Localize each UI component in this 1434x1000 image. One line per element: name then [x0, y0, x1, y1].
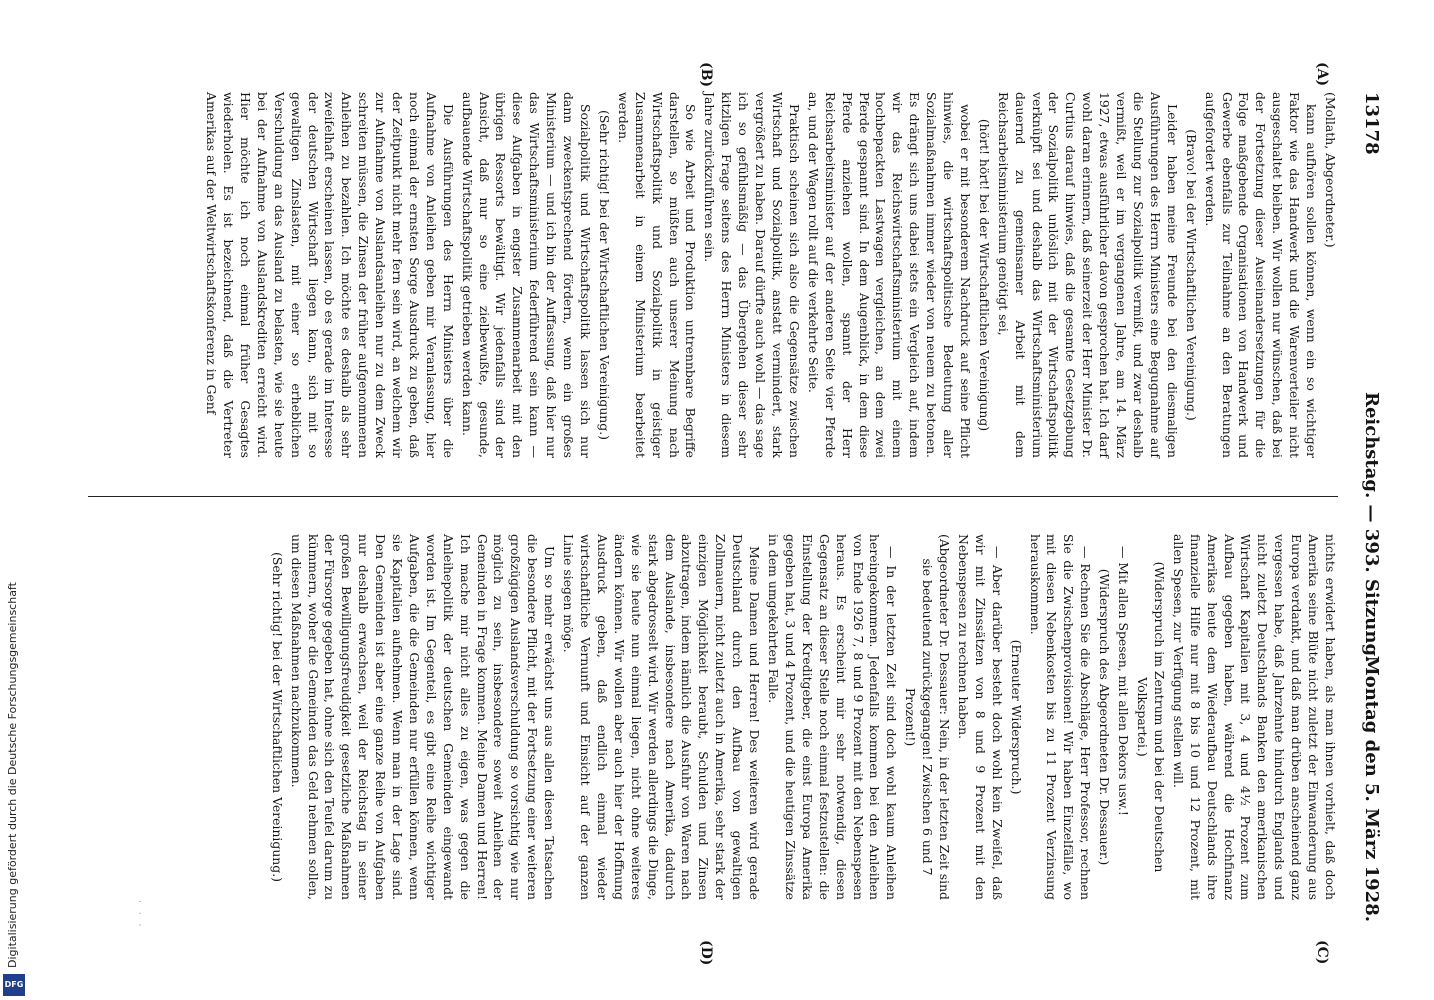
margin-mark-c: (C) [1314, 940, 1330, 965]
paragraph: Meine Damen und Herren! Des weiteren wird gerade Deutschland durch den Aufbau von gewaltigen Zollmauern, nicht zuletzt auch in Amerika, sehr stark der einzigen Möglichkeit beraubt, Schulden und Zinsen abzutragen, indem nämlich die Ausfuhr von Waren nach dem Auslande, insbesondere nach Amerika, dadurch stark abgedrosselt wird. Wir werden allerdings die Dinge, wie sie heute nun einmal liegen, nicht ohne weiteres ändern können. Wir wollen aber auch hier der Hoffnung Ausdruck geben, daß endlich einmal wieder wirtschaftliche Vernunft und Einsicht auf der ganzen Linie siegen möge. [561, 534, 763, 900]
margin-mark-d: (D) [698, 940, 714, 966]
paragraph: — Mit allen Spesen, mit allen Dekors usw.! [1116, 546, 1132, 816]
interjection: (Sehr richtig! bei der Wirtschaftlichen Vereinigung.) [269, 552, 285, 882]
interjection: (Abgeordneter Dr. Dessauer: Nein, in der letzten Zeit sind sie bedeutend zurückgegangen! Zwischen 6 und 7 Prozent!) [903, 534, 953, 900]
page-header [1358, 92, 1382, 922]
paragraph: Leider haben meine Freunde bei den diesmaligen Ausführungen des Herrn Ministers eine Begugnahme auf die Stellung zur Sozialpolitik vermißt, und zwar deshalb vermißt, weil er im vergangenen Jahre, am 14. März 1927, etwas ausführlicher davon gesprochen hat. Ich darf wohl daran erinnern, daß seinerzeit der Herr Minister Dr. Curtius darauf hinwies, daß die gesamte Gesetzgebung der Sozialpolitik unlöslich mit der Wirtschaftspolitik verknüpft sei und deshalb das Wirtschaftsministerium dauernd zu gemeinsamer Arbeit mit dem Reichsarbeitsministerium genötigt sei, [995, 92, 1180, 458]
interjection: (Bravo! bei der Wirtschaftlichen Vereinigung.) [1183, 129, 1199, 421]
paragraph: wobei er mit besonderem Nachdruck auf seine Pflicht hinwies, die wirtschaftspolitische Bedeutung aller Sozialmaßnahmen immer wieder von neuem zu betonen. Es drängt sich uns dabei stets ein Vergleich auf, indem wir das Reichswirtschaftsministerium mit einem hochbepackten Lastwagen vergleichen, an dem zwei Pferde gespannt sind. In dem Augenblick, in dem diese Pferde anziehen wollen, spannt der Herr Reichsarbeitsminister auf der anderen Seite vier Pferde an, und der Wagen rollt auf die verkehrte Seite. [805, 92, 973, 458]
paragraph: So wie Arbeit und Produktion untrennbare Begriffe darstellen, so müßten auch unserer Meinung nach Wirtschaftspolitik und Sozialpolitik in geistiger Zusammenarbeit in einem Ministerium bearbeitet werden. [615, 92, 699, 458]
credit-text: Digitalisierung gefördert durch die Deutsche Forschungsgemeinschaft [6, 582, 19, 968]
paragraph: Sozialpolitik und Wirtschaftspolitik lassen sich nur dann zweckentsprechend fördern, wenn ein großes Ministerium — und ich bin der Auffassung, daß hier nur das Wirtschaftsministerium federführend sein kann — diese Aufgaben in engster Zusammenarbeit mit den übrigen Ressorts bewältigt. Wir jedenfalls sind der Ansicht, daß nur so eine zielbewußte, gesunde, aufbauende Wirtschaftspolitik getrieben werden kann. [459, 92, 594, 458]
interjection: (Erneuter Widerspruch.) [1008, 639, 1024, 795]
right-column [266, 534, 1338, 900]
paragraph: Praktisch scheinen sich also die Gegensätze zwischen Wirtschaft und Sozialpolitik, anstatt vermindert, stark vergrößert zu haben. Darauf dürfte auch wohl — das sage ich so gefühlsmäßig — das Übergehen dieser sehr kitzligen Frage seitens des Herrn Ministers in diesem Jahre zurückzuführen sein. [702, 92, 802, 458]
page-number: 13178 [1361, 92, 1382, 155]
paragraph: — In der letzten Zeit sind doch wohl kaum Anleihen hereingekommen. Jedenfalls kommen bei den Anleihen von Ende 1926 7, 8 und 9 Prozent mit den Nebenspesen heraus. Es erscheint mir sehr notwendig, diesen Gegensatz an dieser Stelle noch einmal festzustellen: die Einstellung der Kreditgeber, die einst Europa Amerika gegeben hat, 3 und 4 Prozent, und die heutigen Zinssätze in dem umgekehrten Falle. [766, 534, 900, 900]
paragraph: Die Ausführungen des Herrn Ministers über die Aufnahme von Anleihen geben mir Veranlassung, hier noch einmal der ernsten Sorge Ausdruck zu geben, daß der Zeitpunkt nicht mehr fern sein wird, an welchem wir zur Aufnahme von Auslandsanleihen nur zu dem Zweck schreiten müssen, die Zinsen der früher aufgenommenen Anleihen zu bezahlen. Ich möchte es deshalb als sehr zweifelhaft erscheinen lassen, ob es gerade im Interesse der deutschen Wirtschaft liegen kann, sich mit so gewaltigen Zinslasten, mit einer so erheblichen Verschuldung an das Ausland zu belasten, wie sie heute bei der Aufnahme von Auslandskrediten erreicht wird. Hier möchte ich noch einmal früher Gesagtes wiederholen. Es ist bezeichnend, daß die Vertreter Amerikas auf der Weltwirtschaftskonferenz in Genf [204, 92, 456, 458]
session-title: Reichstag. — 393. Sitzung. [1361, 392, 1382, 663]
speaker-line: (Mollath, Abgeordneter.) [1323, 92, 1338, 248]
paragraph: kann aufhören sollen können, wenn ein so wichtiger Faktor wie das Handwerk und die Warenverteiler nicht ausgeschaltet bleiben. Wir wollen nur wünschen, daß bei der Fortsetzung dieser Auseinandersetzungen für die Folge maßgebende Organisationen von Handwerk und Gewerbe ebenfalls zur Teilnahme an den Beratungen aufgefordert werden. [1202, 92, 1320, 458]
interjection: (Sehr richtig! bei der Wirtschaftlichen Vereinigung.) [596, 110, 612, 440]
left-column [200, 92, 1338, 458]
paragraph: nichts erwidert haben, als man ihnen vorhielt, daß doch Amerika seine Blüte nicht zuletzt der Einwanderung aus Europa verdankt, und daß man drüben anscheinend ganz vergessen habe, daß Jahrzehnte hindurch Englands und nicht zuletzt Deutschlands Banken den amerikanischen Wirtschaft Kapitalien mit 3, 4 und 4½ Prozent zum Aufbau gegeben haben, während die Hochfinanz Amerikas heute dem Wiederaufbau Deutschlands ihre finanzielle Hilfe nur mit 8 bis 10 und 12 Prozent, mit allen Spesen, zur Verfügung stellen will. [1170, 534, 1338, 900]
interjection: (Widerspruch im Zentrum und bei der Deutschen Volkspartei.) [1135, 561, 1167, 873]
margin-mark-a: (A) [1314, 62, 1330, 87]
scan-specks: · · · [134, 900, 144, 930]
column-divider [88, 496, 1338, 497]
interjection: (Widerspruch des Abgeordneten Dr. Dessauer.) [1097, 568, 1113, 866]
digitization-credit [0, 8, 28, 992]
paragraph: — Aber darüber besteht doch wohl kein Zweifel, daß wir mit Zinssätzen von 8 und 9 Prozent mit den Nebenspesen zu rechnen haben. [955, 534, 1005, 900]
paragraph: — Rechnen Sie die Abschläge, Herr Professor, rechnen Sie die Zwischenprovisionen! Wir haben Einzelfälle, wo mit diesen Nebenkosten bis zu 11 Prozent Verzinsung herauskommen. [1027, 534, 1094, 900]
dfg-logo-icon: DFG [3, 974, 25, 996]
session-date: Montag den 5. März 1928. [1361, 655, 1382, 922]
paragraph: Um so mehr erwächst uns aus allen diesen Tatsachen die besondere Pflicht, mit der Fortsetzung einer weiteren großzügigen Auslandsverschuldung so vorsichtig wie nur möglich zu sein, insbesondere soweit Anleihen der Gemeinden in Frage kommen. Meine Damen und Herren! Ich mache mir nicht alles zu eigen, was gegen die Anleihepolitik der deutschen Gemeinden eingewandt worden ist. Im Gegenteil, es gibt eine Reihe wichtiger Aufgaben, die die Gemeinden nur erfüllen können, wenn sie Kapitalien aufnehmen. Wenn man in der Lage sind. Den Gemeinden ist aber eine ganze Reihe von Aufgaben nur deshalb erwachsen, weil der Reichstag in seiner großen Bewilligungsfreudigkeit gesetzliche Maßnahmen der Fürsorge gegeben hat, ohne sich den Teufel darum zu kümmern, woher die Gemeinden das Geld nehmen sollen, um diesen Maßnahmen nachzukommen. [288, 534, 558, 900]
interjection: (hört! hört! bei der Wirtschaftlichen Vereinigung) [976, 118, 992, 432]
margin-mark-b: (B) [698, 62, 714, 88]
